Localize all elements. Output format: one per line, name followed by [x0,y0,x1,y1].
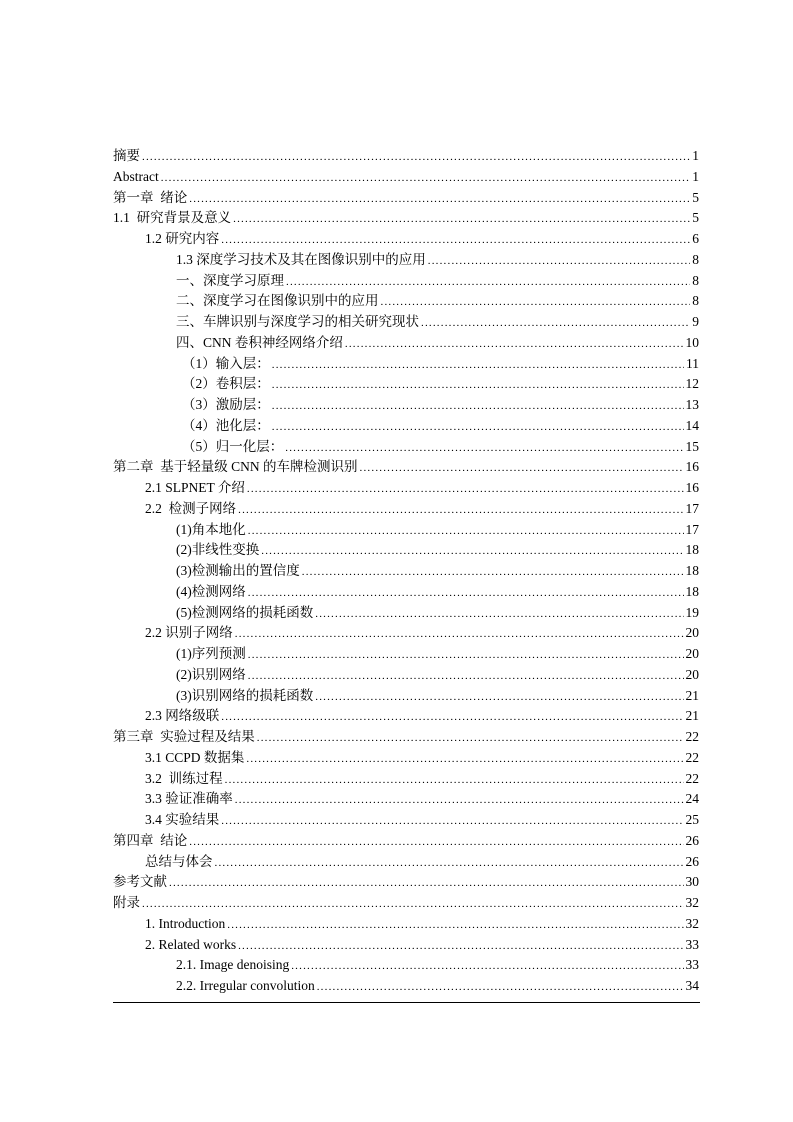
toc-page-number: 16 [685,480,699,495]
toc-entry-appendix[interactable] [113,893,699,914]
dot-leader [233,209,690,230]
toc-page-number: 9 [692,314,699,329]
toc-page-number: 32 [685,915,699,931]
toc-entry-title: 3.2 训练过程 [145,770,223,786]
toc-page-number: 6 [692,231,699,246]
dot-leader [428,251,691,272]
dot-leader [317,977,684,998]
toc-entry-layer-item[interactable] [113,437,699,458]
dot-leader [257,728,684,749]
toc-entry-title: (3)识别网络的损耗函数 [176,687,314,703]
toc-entry-title: (1)角本地化 [176,521,246,537]
toc-entry-title: 2.3 网络级联 [145,708,220,724]
toc-entry-layer-item[interactable] [113,416,699,437]
dot-leader [272,375,684,396]
toc-entry-title: 四、CNN 卷积神经网络介绍 [176,334,343,350]
dot-leader [291,956,683,977]
toc-page-number: 15 [685,438,699,454]
toc-page-number: 32 [685,895,699,910]
toc-entry-title: （1）输入层： [182,355,270,371]
toc-page-number: 26 [685,853,699,869]
toc-entry-title: 1. Introduction [145,915,226,931]
toc-entry-title: (5)检测网络的损耗函数 [176,604,314,620]
toc-entry-abstract-cn[interactable] [113,146,699,167]
toc-page-number: 11 [686,355,699,371]
toc-entry-title: 总结与体会 [145,853,213,869]
dot-leader [381,292,691,313]
toc-page-number: 22 [685,749,699,765]
dot-leader [238,936,683,957]
dot-leader [142,894,684,915]
dot-leader [189,832,683,853]
dot-leader [272,396,684,417]
dot-leader [235,790,684,811]
toc-entry-layer-item[interactable] [113,374,699,395]
toc-entry-title: 3.1 CCPD 数据集 [145,749,245,765]
toc-page-number: 1 [692,148,699,163]
dot-leader [285,438,683,459]
toc-entry-subsection[interactable] [113,291,699,312]
dot-leader [169,873,684,894]
toc-entry-title: 参考文献 [113,874,167,890]
toc-entry-appendix-related[interactable] [113,935,699,956]
toc-entry-title: 2. Related works [145,936,237,952]
toc-page-number: 18 [685,542,699,558]
toc-entry-subsection[interactable] [113,561,699,582]
toc-page-number: 34 [685,978,699,993]
toc-page-number: 30 [685,874,699,890]
dot-leader [189,189,690,210]
toc-entry-appendix-subsection[interactable] [113,976,699,997]
toc-page-number: 17 [685,521,699,537]
dot-leader [246,749,683,770]
toc-entry-title: 1.2 研究内容 [145,231,220,246]
toc-page-number: 20 [685,666,699,682]
toc-page-number: 26 [685,832,699,848]
dot-leader [238,500,683,521]
toc-entry-summary[interactable] [113,852,699,873]
toc-page-number: 13 [685,397,699,412]
toc-entry-section-3-4[interactable] [113,810,699,831]
toc-entry-subsection[interactable] [113,312,699,333]
toc-entry-section-3-2[interactable] [113,769,699,790]
toc-page-number: 21 [685,708,699,724]
dot-leader [286,272,690,293]
dot-leader [227,915,683,936]
dot-leader [272,355,684,376]
toc-entry-abstract-en[interactable] [113,167,699,188]
toc-entry-title: 第二章 基于轻量级 CNN 的车牌检测识别 [113,459,358,475]
toc-page-number: 5 [692,210,699,226]
toc-entry-title: 第一章 绪论 [113,189,188,205]
toc-entry-subsection[interactable] [113,644,699,665]
dot-leader [248,645,684,666]
toc-entry-section-1-2[interactable] [113,229,699,250]
toc-page-number: 10 [685,334,699,350]
toc-page-number: 19 [685,604,699,620]
dot-leader [261,541,683,562]
toc-entry-title: (2)识别网络 [176,666,246,682]
toc-entry-title: (4)检测网络 [176,583,246,599]
toc-entry-section-1-3[interactable] [113,250,699,271]
dot-leader [248,666,684,687]
toc-entry-appendix-subsection[interactable] [113,955,699,976]
toc-entry-chapter-1[interactable] [113,188,699,209]
toc-entry-section-2-1[interactable] [113,478,699,499]
toc-entry-title: 摘要 [113,148,140,163]
dot-leader [248,521,684,542]
toc-entry-title: 二、深度学习在图像识别中的应用 [176,293,379,309]
dot-leader [360,458,684,479]
toc-entry-title: 一、深度学习原理 [176,272,284,288]
toc-entry-layer-item[interactable] [113,395,699,416]
dot-leader [315,687,683,708]
toc-entry-title: 2.2. Irregular convolution [176,978,315,993]
dot-leader [272,417,684,438]
toc-page-number: 14 [685,417,699,433]
toc-entry-title: 2.2 识别子网络 [145,625,233,641]
toc-page-number: 21 [685,687,699,703]
toc-entry-title: 1.1 研究背景及意义 [113,210,232,226]
toc-page-number: 8 [692,293,699,309]
toc-page-number: 18 [685,583,699,599]
toc-entry-title: Abstract [113,168,159,184]
toc-page-number: 20 [685,646,699,661]
toc-entry-section-2-3[interactable] [113,706,699,727]
toc-page-number: 33 [685,957,699,973]
toc-page-number: 25 [685,812,699,827]
toc-entry-subsection[interactable] [113,665,699,686]
toc-page-number: 22 [685,729,699,744]
toc-page-number: 16 [685,459,699,475]
dot-leader [302,562,684,583]
dot-leader [142,147,690,168]
dot-leader [221,230,690,251]
toc-entry-references[interactable] [113,872,699,893]
toc-entry-section-3-1[interactable] [113,748,699,769]
dot-leader [215,853,684,874]
dot-leader [247,479,684,500]
dot-leader [235,624,684,645]
toc-page-number: 12 [685,376,699,392]
toc-entry-title: （3）激励层： [182,397,270,412]
toc-entry-title: （5）归一化层： [182,438,284,454]
toc-entry-layer-item[interactable] [113,354,699,375]
toc-entry-title: 附录 [113,895,140,910]
toc-entry-title: 第三章 实验过程及结果 [113,729,255,744]
dot-leader [221,707,683,728]
toc-page-number: 17 [685,500,699,516]
dot-leader [221,811,683,832]
toc-page-number: 24 [685,791,699,807]
toc-entry-section-1-1[interactable] [113,208,699,229]
toc-page-number: 8 [692,251,699,267]
toc-entry-section-2-2b[interactable] [113,623,699,644]
toc-page-number: 8 [692,272,699,288]
toc-entry-title: (1)序列预测 [176,646,246,661]
dot-leader [345,334,684,355]
toc-entry-title: (3)检测输出的置信度 [176,563,300,578]
toc-entry-title: （2）卷积层： [182,376,270,392]
toc-page-number: 20 [685,625,699,641]
toc-page-number: 1 [692,168,699,184]
toc-entry-subsection[interactable] [113,686,699,707]
toc-entry-subsection[interactable] [113,520,699,541]
dot-leader [225,770,684,791]
toc-entry-chapter-2[interactable] [113,457,699,478]
toc-entry-section-2-2[interactable] [113,499,699,520]
dot-leader [248,583,684,604]
toc-entry-title: 第四章 结论 [113,832,188,848]
toc-entry-subsection[interactable] [113,333,699,354]
toc-entry-title: 2.2 检测子网络 [145,500,237,516]
toc-page-number: 5 [692,189,699,205]
dot-leader [161,168,691,189]
toc-page-number: 33 [685,936,699,952]
toc-entry-chapter-4[interactable] [113,831,699,852]
toc-entry-section-3-3[interactable] [113,789,699,810]
toc-entry-chapter-3[interactable] [113,727,699,748]
dot-leader [421,313,690,334]
toc-entry-title: (2)非线性变换 [176,542,260,558]
toc-page-number: 18 [685,563,699,578]
table-of-contents [113,146,699,997]
bottom-rule [113,1002,700,1003]
toc-entry-title: 1.3 深度学习技术及其在图像识别中的应用 [176,251,426,267]
toc-entry-appendix-intro[interactable] [113,914,699,935]
toc-entry-subsection[interactable] [113,582,699,603]
toc-entry-title: 2.1. Image denoising [176,957,290,973]
toc-entry-title: 3.4 实验结果 [145,812,220,827]
toc-entry-subsection[interactable] [113,540,699,561]
toc-entry-title: 3.3 验证准确率 [145,791,233,807]
toc-page-number: 22 [685,770,699,786]
toc-entry-title: 2.1 SLPNET 介绍 [145,480,245,495]
toc-entry-subsection[interactable] [113,603,699,624]
toc-entry-title: 三、车牌识别与深度学习的相关研究现状 [176,314,419,329]
toc-entry-title: （4）池化层： [182,417,270,433]
dot-leader [315,604,683,625]
toc-entry-subsection[interactable] [113,271,699,292]
